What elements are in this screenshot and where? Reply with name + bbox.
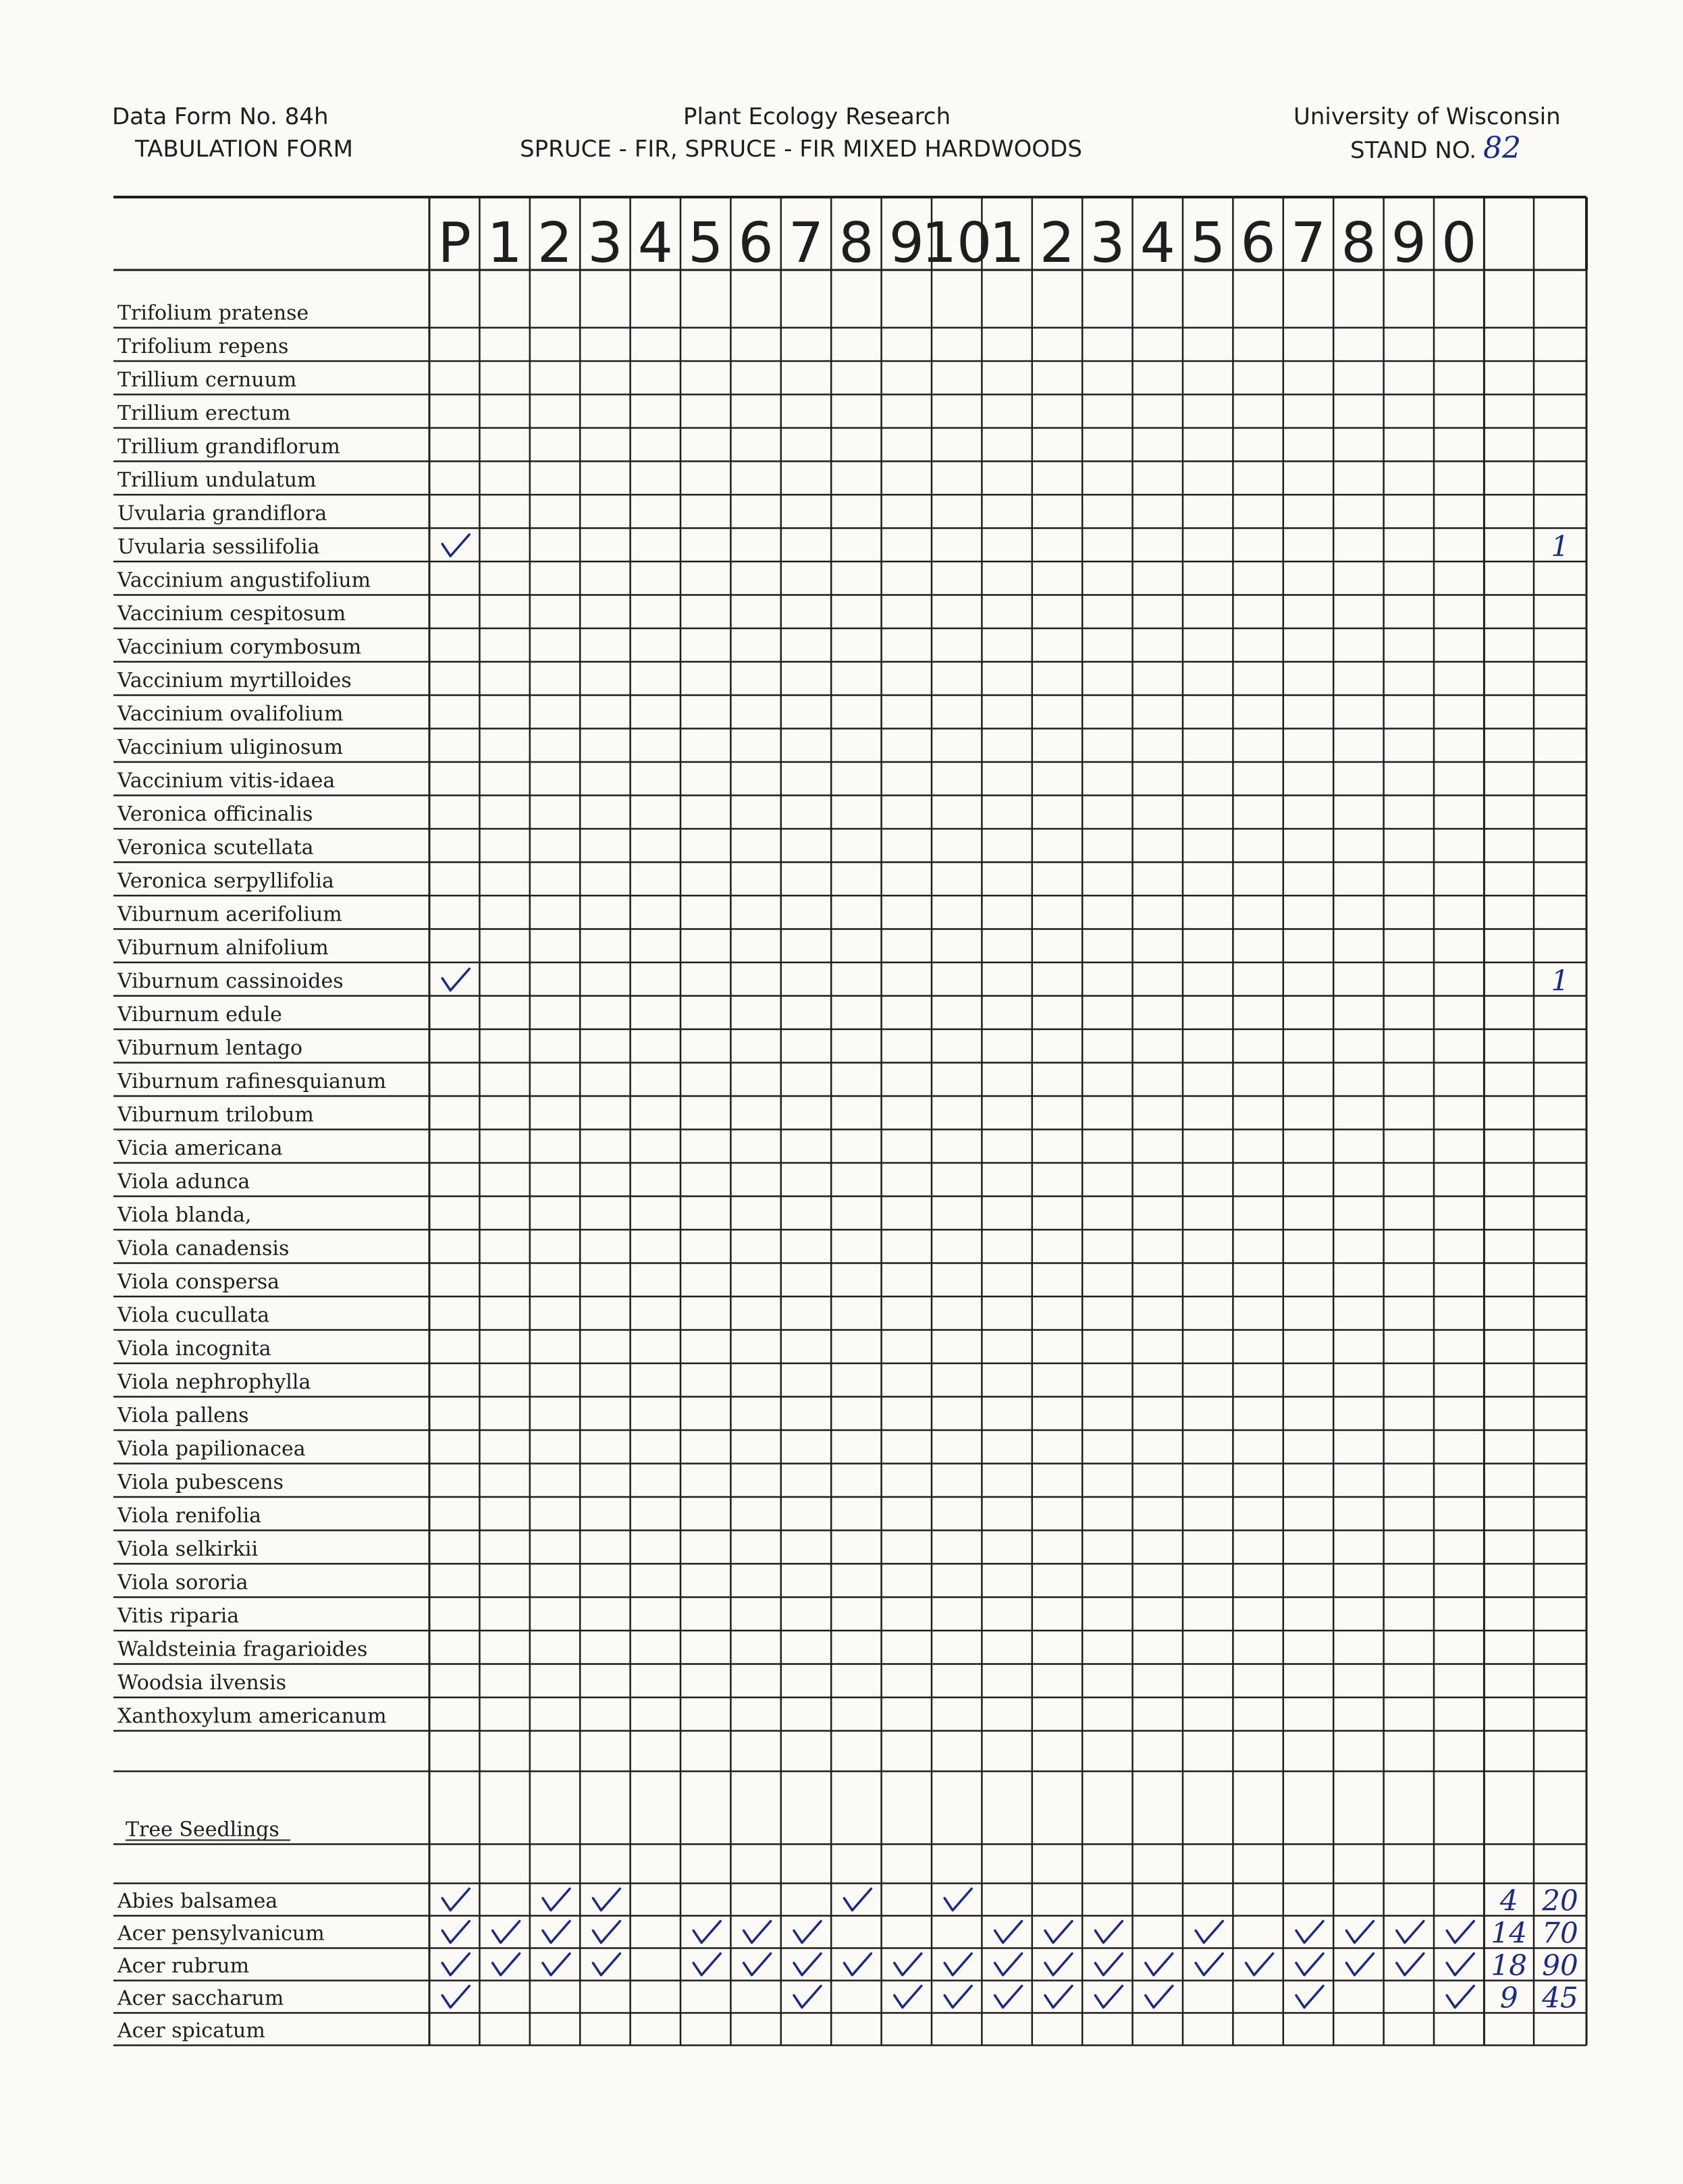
checkmark xyxy=(844,1889,871,1911)
tree-seedling-name: Acer spicatum xyxy=(117,2019,265,2043)
checkmark xyxy=(944,1986,971,2008)
species-name: Viola sororia xyxy=(117,1571,248,1595)
column-header: 8 xyxy=(838,211,874,275)
checkmark xyxy=(543,1889,570,1911)
checkmark xyxy=(593,1921,620,1943)
species-name: Viola nephrophylla xyxy=(117,1370,311,1394)
species-name: Vicia americana xyxy=(117,1137,283,1160)
column-header: 2 xyxy=(537,211,573,275)
species-name: Trillium cernuum xyxy=(117,368,297,392)
form-number: Data Form No. 84h xyxy=(112,103,329,130)
checkmark xyxy=(1346,1954,1373,1975)
checkmark xyxy=(744,1954,771,1975)
checkmark xyxy=(794,1954,821,1975)
species-name: Viola pallens xyxy=(117,1404,249,1427)
species-name: Viola renifolia xyxy=(117,1504,262,1528)
species-name: Trillium grandiflorum xyxy=(117,435,340,459)
species-name: Veronica officinalis xyxy=(117,802,313,826)
species-name: Viola cucullata xyxy=(117,1303,270,1328)
seedling-percent: 20 xyxy=(1542,1884,1578,1917)
checkmark xyxy=(844,1954,871,1975)
column-header: 1 xyxy=(989,211,1025,275)
column-header: P xyxy=(437,211,471,275)
checkmark xyxy=(442,1889,469,1911)
column-header: 1 xyxy=(487,211,523,275)
species-name: Trifolium repens xyxy=(117,335,289,358)
checkmark xyxy=(894,1954,921,1975)
species-name: Vaccinium angustifolium xyxy=(117,568,371,593)
checkmark xyxy=(894,1986,921,2008)
species-name: Viburnum cassinoides xyxy=(117,969,344,993)
species-name: Viburnum edule xyxy=(117,1003,282,1027)
checkmark xyxy=(1045,1921,1072,1943)
checkmark xyxy=(543,1921,570,1943)
seedling-percent: 70 xyxy=(1542,1916,1578,1950)
species-name: Viola canadensis xyxy=(117,1236,290,1261)
column-header: 7 xyxy=(788,211,824,275)
checkmark xyxy=(995,1954,1022,1975)
checkmark xyxy=(1045,1954,1072,1975)
checkmark xyxy=(1095,1986,1122,2008)
species-name: Uvularia grandiflora xyxy=(117,501,327,526)
species-name: Viburnum acerifolium xyxy=(117,902,342,927)
seedling-count: 9 xyxy=(1499,1981,1518,2015)
checkmark xyxy=(995,1921,1022,1943)
checkmark xyxy=(543,1954,570,1975)
column-header: 6 xyxy=(738,211,774,275)
species-name: Viola incognita xyxy=(117,1337,271,1361)
checkmark xyxy=(1447,1921,1474,1943)
checkmark xyxy=(493,1954,520,1975)
checkmark xyxy=(693,1921,720,1943)
species-name: Viburnum alnifolium xyxy=(117,936,329,960)
column-header: 4 xyxy=(1140,211,1175,275)
checkmark xyxy=(794,1921,821,1943)
species-name: Vitis riparia xyxy=(117,1604,240,1628)
column-header: 4 xyxy=(637,211,673,275)
checkmark xyxy=(1045,1986,1072,2008)
species-name: Viola selkirkii xyxy=(117,1537,259,1561)
species-name: Trillium undulatum xyxy=(117,468,317,492)
checkmark xyxy=(1246,1954,1273,1975)
frequency-total: 1 xyxy=(1551,964,1570,998)
checkmark xyxy=(442,1986,469,2008)
species-name: Vaccinium ovalifolium xyxy=(117,702,344,726)
research-title: Plant Ecology Research xyxy=(683,103,951,130)
checkmark xyxy=(1146,1986,1173,2008)
checkmark xyxy=(1296,1986,1323,2008)
species-name: Viburnum rafinesquianum xyxy=(117,1070,387,1093)
checkmark xyxy=(1196,1921,1223,1943)
species-name: Viburnum trilobum xyxy=(117,1103,314,1127)
column-header: 10 xyxy=(921,211,992,275)
species-name: Xanthoxylum americanum xyxy=(117,1704,387,1728)
species-name: Veronica scutellata xyxy=(117,836,314,860)
species-name: Vaccinium vitis-idaea xyxy=(117,769,336,793)
checkmark xyxy=(1397,1954,1424,1975)
checkmark xyxy=(944,1954,971,1975)
checkmark xyxy=(493,1921,520,1943)
species-name: Vaccinium myrtilloides xyxy=(117,669,352,692)
stand-number-value: 82 xyxy=(1483,131,1522,165)
species-name: Viburnum lentago xyxy=(117,1036,303,1060)
checkmark xyxy=(593,1889,620,1911)
checkmark xyxy=(1196,1954,1223,1975)
seedling-count: 4 xyxy=(1499,1884,1518,1917)
species-name: Uvularia sessilifolia xyxy=(117,535,320,559)
species-name: Viola blanda, xyxy=(117,1203,252,1227)
checkmark xyxy=(1146,1954,1173,1975)
column-header: 2 xyxy=(1039,211,1075,275)
seedling-count: 14 xyxy=(1491,1916,1527,1950)
checkmark xyxy=(442,1921,469,1943)
seedling-percent: 45 xyxy=(1542,1981,1578,2015)
checkmark xyxy=(1095,1954,1122,1975)
species-name: Trillium erectum xyxy=(117,402,291,425)
checkmark xyxy=(442,969,469,991)
species-name: Viola conspersa xyxy=(117,1270,279,1294)
column-header: 6 xyxy=(1240,211,1276,275)
column-header: 5 xyxy=(1190,211,1226,275)
institution-name: University of Wisconsin xyxy=(1293,103,1561,130)
checkmark xyxy=(1447,1986,1474,2008)
species-name: Vaccinium cespitosum xyxy=(117,602,346,626)
checkmark xyxy=(1095,1921,1122,1943)
checkmark xyxy=(744,1921,771,1943)
species-name: Veronica serpyllifolia xyxy=(117,869,334,893)
species-name: Viola papilionacea xyxy=(117,1437,306,1461)
species-name: Viola adunca xyxy=(117,1170,250,1194)
species-name: Trifolium pratense xyxy=(117,301,309,325)
checkmark xyxy=(693,1954,720,1975)
species-name: Waldsteinia fragarioides xyxy=(117,1637,368,1662)
species-name: Vaccinium uliginosum xyxy=(117,736,344,759)
column-header: 7 xyxy=(1290,211,1327,275)
column-header: 9 xyxy=(888,211,924,275)
column-header: 5 xyxy=(688,211,724,275)
seedling-count: 18 xyxy=(1491,1948,1527,1982)
frequency-total: 1 xyxy=(1551,530,1570,563)
seedling-percent: 90 xyxy=(1542,1948,1578,1982)
tree-seedling-name: Acer rubrum xyxy=(117,1954,250,1978)
column-header: 3 xyxy=(587,211,623,275)
column-header: 9 xyxy=(1391,211,1426,275)
checkmark xyxy=(995,1986,1022,2008)
checkmark xyxy=(794,1986,821,2008)
form-type: TABULATION FORM xyxy=(135,136,354,163)
column-header: 0 xyxy=(1441,211,1477,275)
species-name: Woodsia ilvensis xyxy=(117,1671,287,1695)
checkmark xyxy=(944,1889,971,1911)
checkmark xyxy=(1346,1921,1373,1943)
checkmark xyxy=(1397,1921,1424,1943)
species-name: Viola pubescens xyxy=(117,1471,284,1494)
column-header: 8 xyxy=(1341,211,1377,275)
checkmark xyxy=(1296,1921,1323,1943)
species-name: Vaccinium corymbosum xyxy=(117,635,362,659)
tree-seedling-name: Acer saccharum xyxy=(117,1986,284,2011)
checkmark xyxy=(593,1954,620,1975)
stand-number-label: STAND NO. xyxy=(1350,137,1477,164)
checkmark xyxy=(1296,1954,1323,1975)
section-label-tree-seedlings: Tree Seedlings xyxy=(126,1818,279,1842)
checkmark xyxy=(1447,1954,1474,1975)
tree-seedling-name: Abies balsamea xyxy=(117,1889,278,1913)
forest-type-title: SPRUCE - FIR, SPRUCE - FIR MIXED HARDWOODS xyxy=(520,136,1082,163)
checkmark xyxy=(442,1954,469,1975)
column-header: 3 xyxy=(1090,211,1125,275)
checkmark xyxy=(442,535,469,556)
tree-seedling-name: Acer pensylvanicum xyxy=(117,1921,325,1946)
